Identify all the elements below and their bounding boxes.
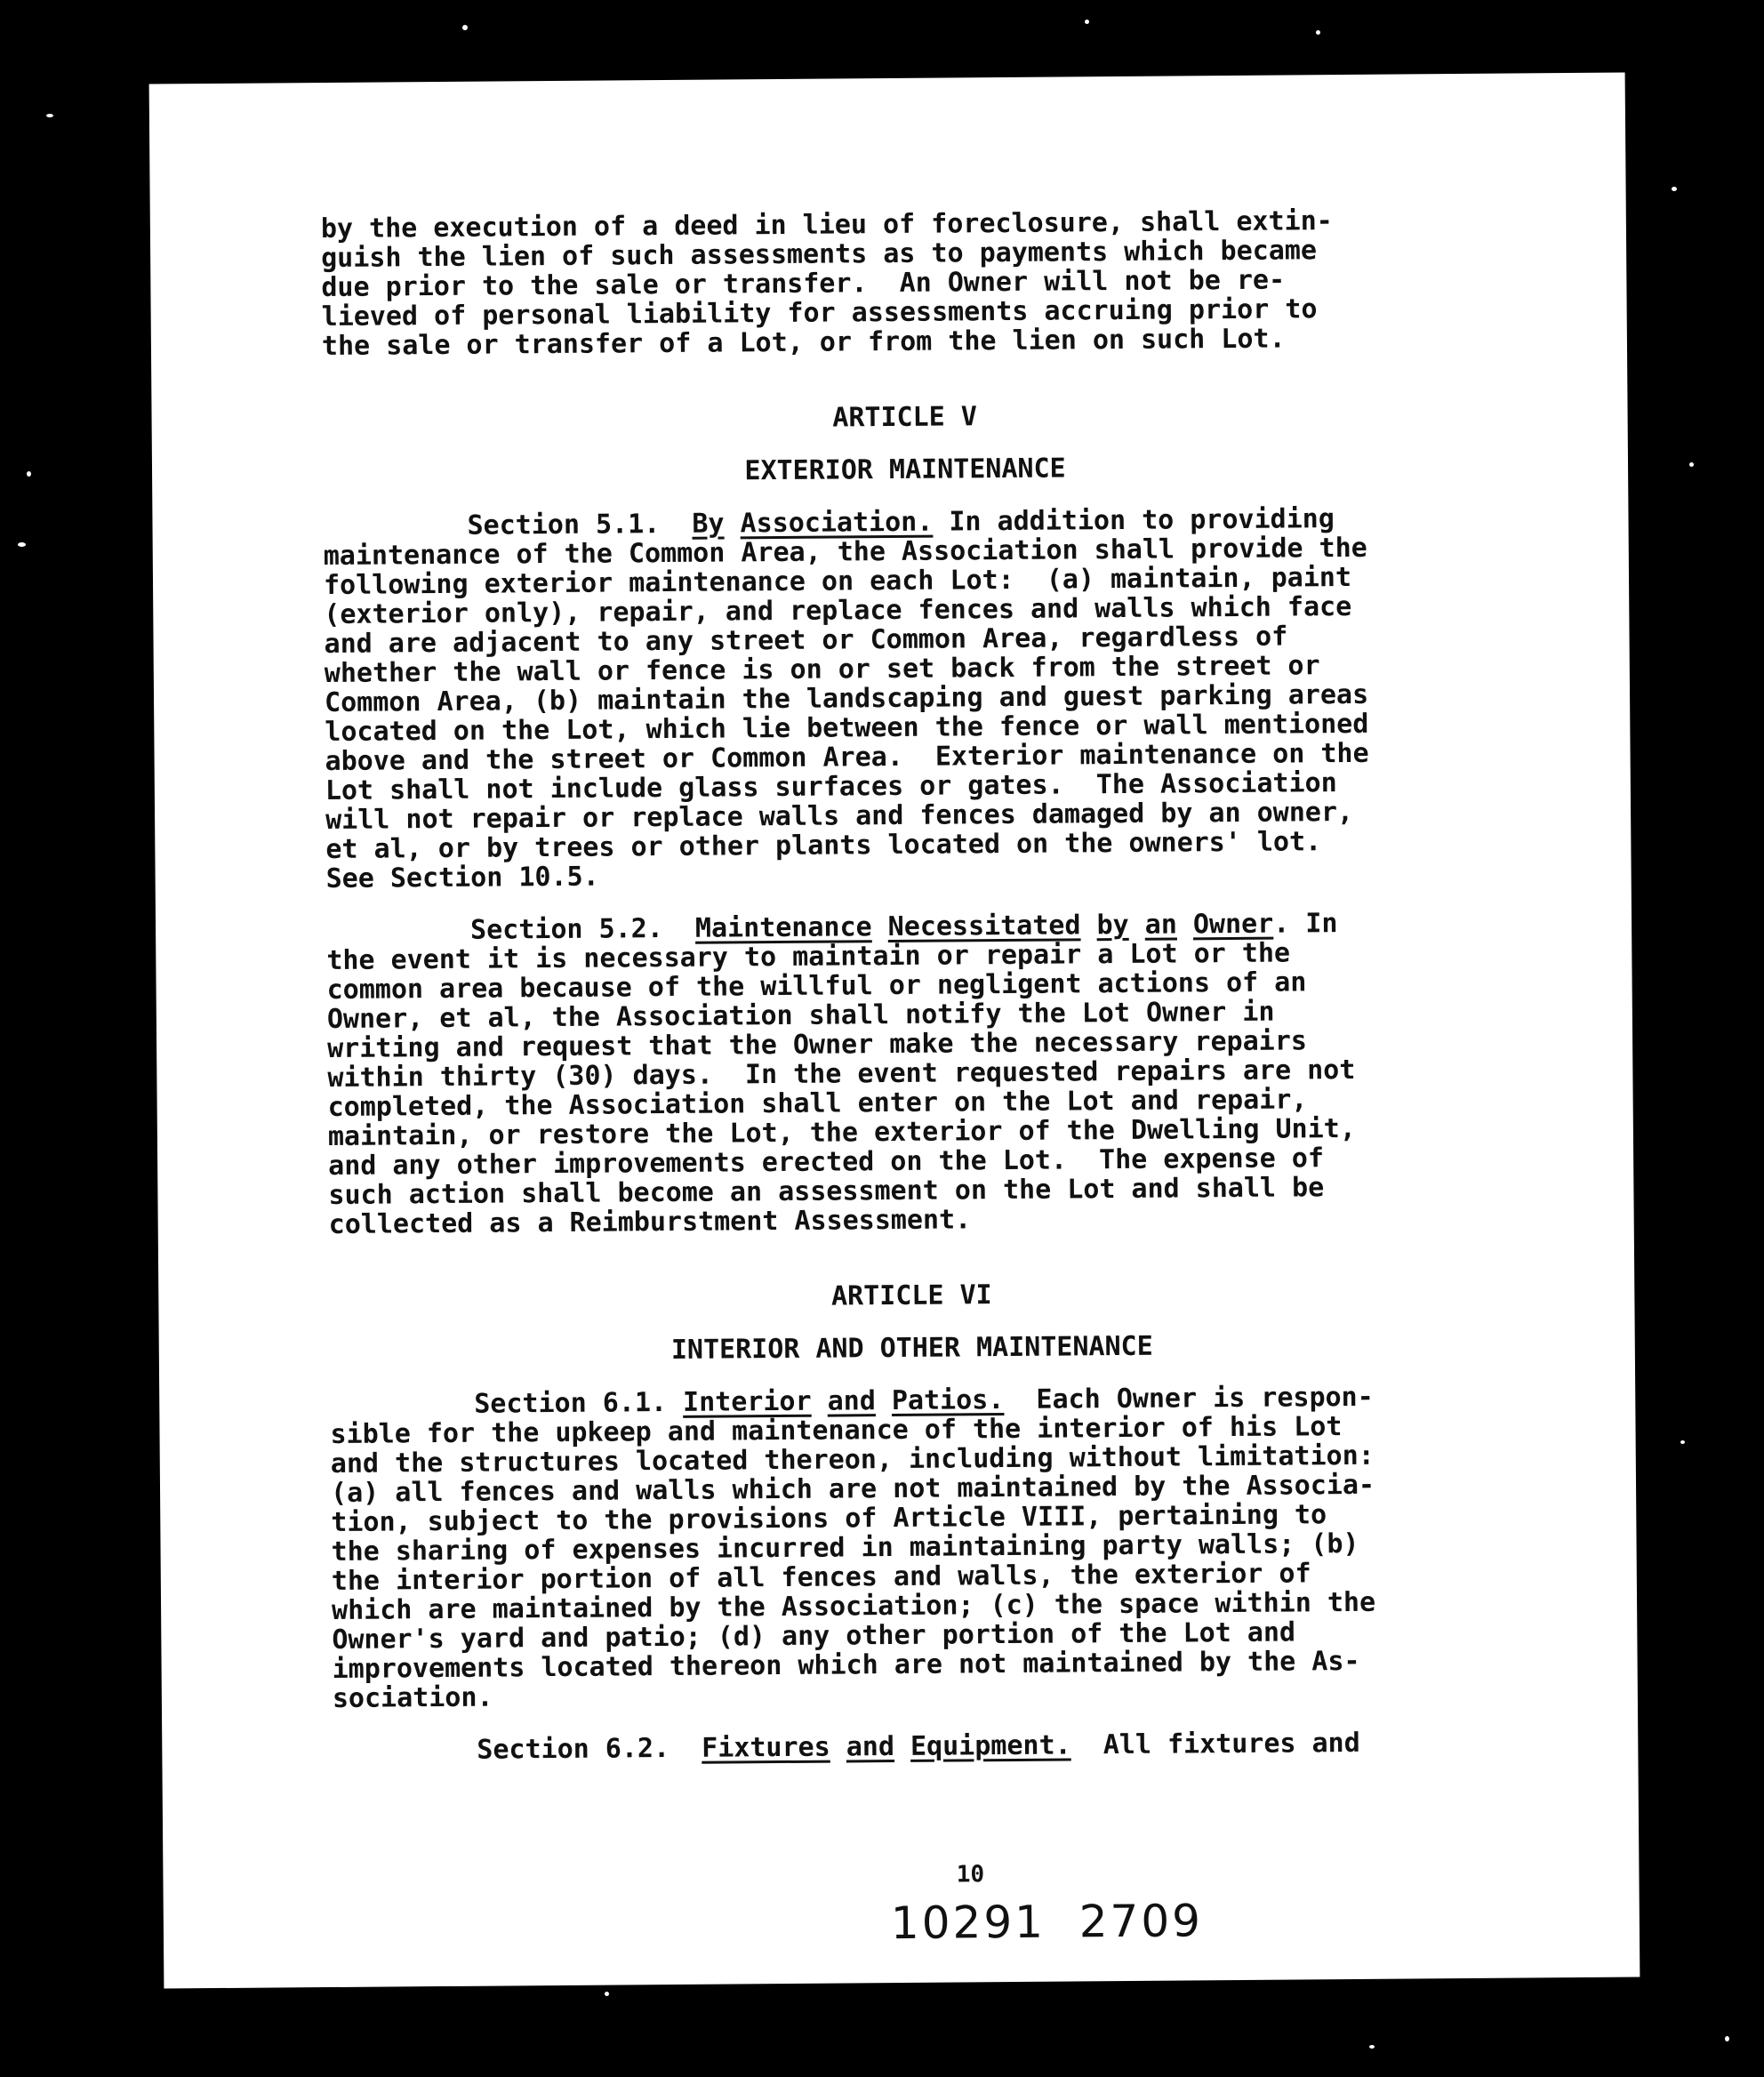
section-number: Section 6.2. xyxy=(477,1733,670,1766)
section-heading-word: By xyxy=(692,508,725,540)
section-heading-word: by xyxy=(1096,909,1129,942)
scan-speck xyxy=(1680,1440,1685,1444)
text-line: lieved of personal liability for assessments accruing prior to xyxy=(321,293,1318,333)
text-line: sociation. xyxy=(332,1681,493,1714)
text-line: the sale or transfer of a Lot, or from the lien on such Lot. xyxy=(321,323,1286,363)
continuation-paragraph xyxy=(321,205,1487,361)
text-line: and the structures located thereon, including without limitation: xyxy=(330,1439,1375,1480)
text-line: collected as a Reimburstment Assessment. xyxy=(328,1204,972,1241)
text-line: following exterior maintenance on each Lot: (a) maintain, paint xyxy=(323,561,1352,602)
text-line: sible for the upkeep and maintenance of the interior of his Lot xyxy=(330,1411,1343,1450)
section-heading-word: Owner xyxy=(1192,908,1274,941)
scan-speck xyxy=(605,1992,609,1996)
text-fragment: In addition to providing xyxy=(949,503,1335,538)
text-fragment: Each Owner is respon- xyxy=(1036,1381,1374,1415)
section-heading-word: Maintenance xyxy=(694,911,872,944)
article-vi-title: ARTICLE VI xyxy=(830,1279,992,1312)
section-heading-word: and xyxy=(846,1731,895,1763)
text-line: See Section 10.5. xyxy=(325,861,599,895)
article-v-title: ARTICLE V xyxy=(832,401,978,434)
scan-speck xyxy=(1725,2036,1729,2041)
text-line: Lot shall not include glass surfaces or gates. The Association xyxy=(325,767,1337,807)
scan-speck xyxy=(1672,187,1677,191)
text-line: et al, or by trees or other plants located on the owners' lot. xyxy=(325,826,1322,866)
section-heading-word: Necessitated xyxy=(887,910,1081,943)
document-body xyxy=(321,205,1498,1766)
text-line: (exterior only), repair, and replace fences and walls which face xyxy=(324,590,1352,631)
text-line: within thirty (30) days. In the event requested repairs are not xyxy=(327,1054,1356,1095)
document-page xyxy=(149,73,1640,1989)
scan-speck xyxy=(462,25,468,30)
text-line: the sharing of expenses incurred in maintaining party walls; (b) xyxy=(331,1528,1359,1568)
text-line: maintenance of the Common Area, the Association shall provide the xyxy=(323,532,1367,573)
text-line: above and the street or Common Area. Exterior maintenance on the xyxy=(325,737,1369,778)
text-line: and are adjacent to any street or Common Area, regardless of xyxy=(324,621,1288,661)
text-line: improvements located thereon which are not maintained by the As- xyxy=(332,1645,1360,1685)
text-line: Owner's yard and patio; (d) any other portion of the Lot and xyxy=(332,1616,1296,1656)
text-line: will not repair or replace walls and fences damaged by an owner, xyxy=(325,796,1354,837)
text-line: completed, the Association shall enter on the Lot and repair, xyxy=(327,1084,1308,1124)
text-line: tion, subject to the provisions of Article VIII, pertaining to xyxy=(331,1499,1327,1538)
text-line: the event it is necessary to maintain or repair a Lot or the xyxy=(326,937,1291,977)
scan-speck xyxy=(1369,2045,1375,2049)
section-5-1 xyxy=(323,503,1490,894)
scan-speck xyxy=(27,471,31,477)
section-heading-word: Association. xyxy=(740,506,934,540)
text-line: common area because of the willful or negligent actions of an xyxy=(326,966,1307,1006)
section-number: Section 5.1. xyxy=(467,509,661,541)
section-heading-word: Fixtures xyxy=(702,1731,830,1764)
text-fragment: All fixtures and xyxy=(1102,1727,1360,1761)
section-number: Section 6.1. xyxy=(474,1387,668,1420)
text-line: by the execution of a deed in lieu of foreclosure, shall extin- xyxy=(320,205,1333,245)
text-line: the interior portion of all fences and walls, the exterior of xyxy=(331,1558,1311,1597)
section-6-1 xyxy=(330,1382,1497,1713)
article-v-subtitle: EXTERIOR MAINTENANCE xyxy=(744,453,1066,487)
text-line: located on the Lot, which lie between the fence or wall mentioned xyxy=(325,708,1369,749)
scan-speck xyxy=(1085,20,1089,24)
text-line: such action shall become an assessment on the Lot and shall be xyxy=(328,1172,1325,1212)
text-line: which are maintained by the Association; (c) the space within the xyxy=(331,1586,1376,1626)
text-line: due prior to the sale or transfer. An Owner will not be re- xyxy=(321,264,1286,304)
text-line: (a) all fences and walls which are not maintained by the Associa- xyxy=(330,1469,1375,1509)
scan-speck xyxy=(1316,30,1320,35)
section-5-2 xyxy=(326,908,1494,1239)
text-line: Common Area, (b) maintain the landscaping and guest parking areas xyxy=(324,678,1369,719)
section-heading-word: Patios. xyxy=(891,1384,1005,1417)
text-line: whether the wall or fence is on or set back from the street or xyxy=(324,650,1320,690)
text-line: writing and request that the Owner make the necessary repairs xyxy=(327,1025,1308,1065)
article-vi-subtitle: INTERIOR AND OTHER MAINTENANCE xyxy=(670,1330,1153,1366)
text-line: guish the lien of such assessments as to payments which became xyxy=(321,235,1318,275)
section-heading-word: Interior xyxy=(682,1385,812,1418)
scan-speck xyxy=(1689,462,1694,467)
text-fragment: . In xyxy=(1273,908,1338,940)
scan-speck xyxy=(18,542,26,547)
section-number: Section 5.2. xyxy=(469,913,663,946)
section-heading-word: and xyxy=(827,1385,876,1417)
scan-speck xyxy=(46,114,53,117)
text-line: Owner, et al, the Association shall notify the Lot Owner in xyxy=(326,996,1275,1036)
document-id-number: 10291 2709 xyxy=(890,1895,1204,1950)
text-line: and any other improvements erected on the Lot. The expense of xyxy=(328,1143,1325,1183)
section-heading-word: an xyxy=(1144,909,1177,941)
section-heading-word: Equipment. xyxy=(910,1729,1071,1762)
page-number: 10 xyxy=(956,1861,985,1889)
text-line: maintain, or restore the Lot, the exterior of the Dwelling Unit, xyxy=(327,1112,1356,1153)
